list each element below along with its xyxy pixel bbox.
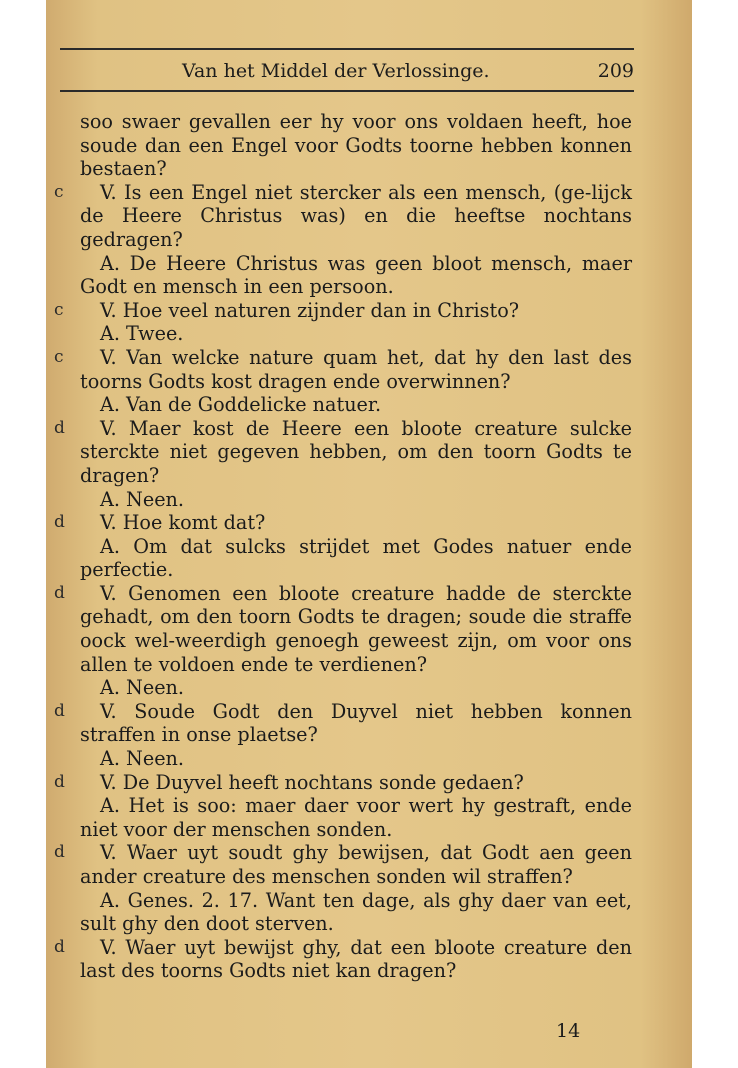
paragraph-text: V. Hoe veel naturen zijnder dan in Christo?	[100, 298, 520, 322]
paragraph-text: A. Genes. 2. 17. Want ten dage, als ghy daer van eet, sult ghy den doot sterven.	[80, 888, 632, 936]
text-paragraph	[54, 935, 632, 983]
text-paragraph	[54, 345, 632, 393]
text-paragraph	[80, 794, 632, 841]
header-bottom-rule	[60, 90, 634, 92]
text-paragraph	[54, 416, 632, 488]
paragraph-text: V. Waer uyt bewijst ghy, dat een bloote creature den last des toorns Godts niet kan dragen?	[80, 935, 632, 983]
paragraph-text: V. Van welcke nature quam het, dat hy den last des toorns Godts kost dragen ende overwinnen?	[80, 345, 632, 393]
running-header	[60, 60, 634, 86]
paragraph-text: soo swaer gevallen eer hy voor ons voldaen heeft, hoe soude dan een Engel voor Godts toorne hebben konnen bestaen?	[80, 110, 632, 181]
paragraph-text: V. Soude Godt den Duyvel niet hebben konnen straffen in onse plaetse?	[80, 699, 632, 747]
margin-letter: c	[54, 299, 64, 320]
text-paragraph	[80, 110, 632, 181]
paragraph-text: A. Neen.	[100, 676, 185, 700]
header-top-rule	[60, 48, 634, 50]
text-paragraph	[54, 699, 632, 747]
paragraph-text: A. Om dat sulcks strijdet met Godes natuer ende perfectie.	[80, 534, 632, 582]
margin-letter: c	[54, 346, 64, 367]
margin-letter: d	[54, 417, 65, 438]
text-paragraph	[80, 676, 632, 700]
margin-letter: d	[54, 842, 65, 863]
paragraph-text: V. Hoe komt dat?	[100, 511, 266, 535]
text-paragraph	[54, 841, 632, 888]
paragraph-text: A. Neen.	[100, 747, 185, 771]
signature-mark: 14	[556, 1020, 581, 1042]
running-title: Van het Middel der Verlossinge.	[182, 60, 490, 82]
book-page	[46, 0, 692, 1068]
text-paragraph	[80, 535, 632, 582]
paragraph-text: A. Het is soo: maer daer voor wert hy gestraft, ende niet voor der menschen sonden.	[80, 794, 632, 841]
text-paragraph	[80, 252, 632, 299]
margin-letter: d	[54, 512, 65, 533]
paragraph-text: A. De Heere Christus was geen bloot mensch, maer Godt en mensch in een persoon.	[80, 251, 632, 299]
margin-letter: d	[54, 936, 65, 957]
text-paragraph	[54, 298, 632, 323]
text-paragraph	[54, 770, 632, 795]
text-paragraph	[54, 511, 632, 535]
margin-letter: d	[54, 771, 65, 792]
page-number: 209	[597, 60, 634, 82]
margin-letter: c	[54, 181, 64, 202]
text-paragraph	[54, 180, 632, 252]
paragraph-text: V. Is een Engel niet stercker als een mensch, (ge-lijck de Heere Christus was) en die heeftse nochtans gedragen?	[80, 180, 632, 251]
text-paragraph	[80, 889, 632, 936]
text-paragraph	[80, 488, 632, 512]
paragraph-text: A. Neen.	[100, 487, 185, 511]
paragraph-text: V. Genomen een bloote creature hadde de sterckte gehadt, om den toorn Godts te dragen; soude die straffe oock wel-weerdigh genoegh geweest zijn, om voor ons allen te voldoen ende te verdienen?	[80, 581, 632, 676]
text-paragraph	[80, 393, 632, 417]
text-paragraph	[54, 581, 632, 676]
paragraph-text: V. Waer uyt soudt ghy bewijsen, dat Godt aen geen ander creature des menschen sonden wil straffen?	[80, 841, 632, 888]
margin-letter: d	[54, 700, 65, 721]
paragraph-text: V. Maer kost de Heere een bloote creature sulcke sterckte niet gegeven hebben, om den toorn Godts te dragen?	[80, 416, 632, 487]
page-body	[54, 110, 632, 983]
margin-letter: d	[54, 582, 65, 603]
paragraph-text: A. Twee.	[100, 322, 184, 346]
paragraph-text: A. Van de Goddelicke natuer.	[100, 393, 382, 417]
text-paragraph	[80, 322, 632, 346]
text-paragraph	[80, 747, 632, 771]
paragraph-text: V. De Duyvel heeft nochtans sonde gedaen?	[100, 770, 524, 794]
